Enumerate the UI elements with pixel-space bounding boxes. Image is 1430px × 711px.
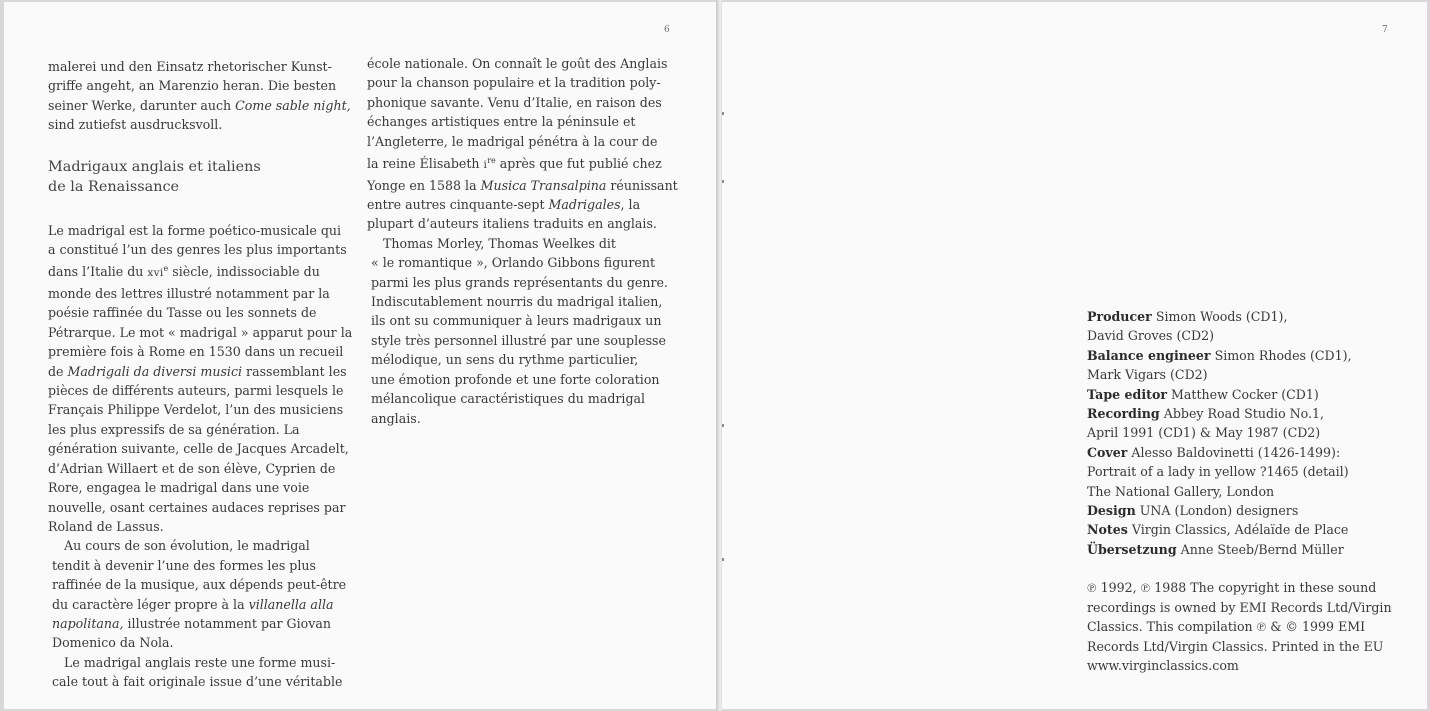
text-line: dans l’Italie du xvi$^e$ siècle, indissociable du [48,264,320,280]
text-line: phonique savante. Venu d’Italie, en raison des [367,94,662,110]
credit-line: Design UNA (London) designers [1087,503,1299,519]
text-line: anglais. [371,410,421,426]
text-line: première fois à Rome en 1530 dans un recueil [48,344,344,360]
margin-mark [722,424,724,427]
credit-line: Portrait of a lady in yellow ?1465 (detail) [1087,464,1349,480]
text-line: a constitué l’un des genres les plus importants [48,242,347,258]
text-line: pièces de différents auteurs, parmi lesquels le [48,383,344,399]
text-line: cale tout à fait originale issue d’une véritable [52,674,343,690]
text-line: plupart d’auteurs italiens traduits en anglais. [367,216,657,232]
text-line: une émotion profonde et une forte coloration [371,371,660,387]
text-line: les plus expressifs de sa génération. La [48,421,300,437]
text-line: poésie raffinée du Tasse ou les sonnets de [48,305,317,321]
credit-line: Mark Vigars (CD2) [1087,367,1208,383]
page-number-right: 7 [1382,25,1388,35]
credit-line: Notes Virgin Classics, Adélaïde de Place [1087,522,1349,538]
text-column-left [48,57,358,692]
section-heading-line2: de la Renaissance [48,178,180,195]
margin-mark [722,558,724,561]
page-number-left: 6 [664,25,670,35]
text-line: sind zutiefst ausdrucksvoll. [48,117,223,133]
text-line: napolitana, illustrée notamment par Giovan [52,615,331,631]
margin-mark [722,180,724,183]
text-line: Domenico da Nola. [52,635,174,651]
copyright-line: ℗ 1992, ℗ 1988 The copyright in these sound [1087,580,1377,596]
text-line: échanges artistiques entre la péninsule et [367,114,636,130]
text-line: pour la chanson populaire et la tradition poly- [367,75,661,91]
text-line: Le madrigal est la forme poético-musicale qui [48,222,342,238]
margin-mark [722,112,724,115]
text-line: seiner Werke, darunter auch Come sable night, [48,97,351,113]
credit-line: Tape editor Matthew Cocker (CD1) [1087,386,1319,402]
text-line: griffe angeht, an Marenzio heran. Die besten [48,78,337,94]
text-line: style très personnel illustré par une souplesse [371,332,666,348]
copyright-line: Classics. This compilation ℗ & © 1999 EMI [1087,619,1366,635]
text-line: d’Adrian Willaert et de son élève, Cyprien de [48,460,336,476]
left-page [4,2,717,709]
credit-line: April 1991 (CD1) & May 1987 (CD2) [1087,425,1321,441]
text-line: Français Philippe Verdelot, l’un des musiciens [48,402,344,418]
text-line: la reine Élisabeth $i^{re}$ après que fut publié chez [367,156,662,172]
credits-block [1087,307,1407,675]
text-line: du caractère léger propre à la villanella alla [52,596,334,612]
credit-line: Producer Simon Woods (CD1), [1087,309,1288,324]
text-line: Indiscutablement nourris du madrigal italien, [371,294,663,310]
text-line: entre autres cinquante-sept Madrigales, la [367,197,641,213]
text-line: malerei und den Einsatz rhetorischer Kunst- [48,59,332,74]
text-column-right [367,54,677,428]
credit-line: Cover Alesso Baldovinetti (1426-1499): [1087,444,1341,460]
text-line: Roland de Lassus. [48,518,164,534]
right-page [722,2,1427,709]
credit-line: Balance engineer Simon Rhodes (CD1), [1087,347,1352,363]
text-line: mélancolique caractéristiques du madrigal [371,391,646,407]
text-line: Yonge en 1588 la Musica Transalpina réunissant [367,177,678,193]
text-line: génération suivante, celle de Jacques Arcadelt, [48,441,349,457]
text-line: « le romantique », Orlando Gibbons figurent [371,255,656,271]
text-line: tendit à devenir l’une des formes les plus [52,557,316,573]
text-line: Thomas Morley, Thomas Weelkes dit [383,235,616,251]
text-line: monde des lettres illustré notamment par la [48,286,330,302]
text-line: Pétrarque. Le mot « madrigal » apparut pour la [48,324,353,340]
copyright-line: recordings is owned by EMI Records Ltd/Virgin [1087,599,1392,615]
text-line: parmi les plus grands représentants du genre. [371,274,668,290]
section-heading-line1: Madrigaux anglais et italiens [48,158,261,175]
text-line: Rore, engagea le madrigal dans une voie [48,480,310,496]
text-line: de Madrigali da diversi musici rassemblant les [48,363,347,379]
text-line: école nationale. On connaît le goût des Anglais [367,56,668,71]
text-line: nouvelle, osant certaines audaces reprises par [48,499,346,515]
website-link: www.virginclassics.com [1087,657,1239,673]
copyright-line: Records Ltd/Virgin Classics. Printed in the EU [1087,638,1384,654]
credit-line: The National Gallery, London [1087,483,1275,499]
text-line: Le madrigal anglais reste une forme musi- [64,654,336,670]
credit-line: Recording Abbey Road Studio No.1, [1087,406,1325,422]
credit-line: David Groves (CD2) [1087,328,1215,344]
credit-line: Übersetzung Anne Steeb/Bernd Müller [1087,541,1344,557]
text-line: Au cours de son évolution, le madrigal [64,538,310,554]
text-line: raffinée de la musique, aux dépends peut-être [52,577,347,593]
text-line: mélodique, un sens du rythme particulier, [371,352,639,368]
text-line: l’Angleterre, le madrigal pénétra à la cour de [367,133,658,149]
text-line: ils ont su communiquer à leurs madrigaux un [371,313,662,329]
